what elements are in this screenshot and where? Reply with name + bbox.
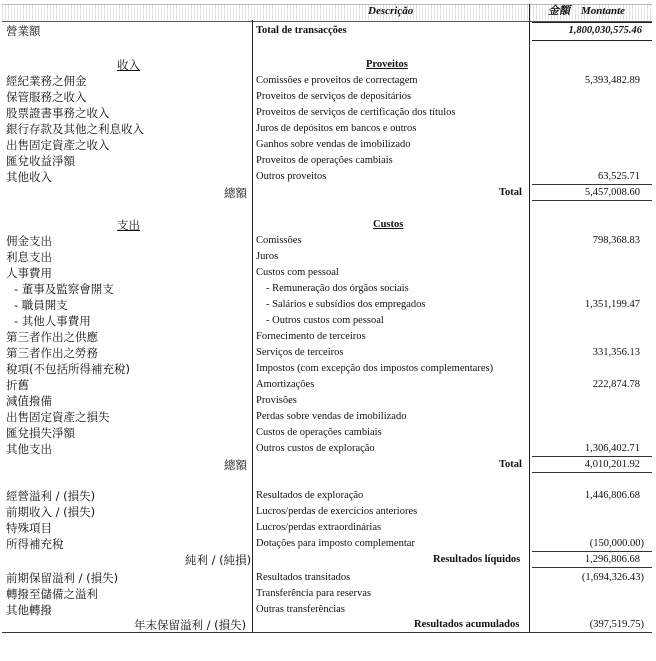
amount-header-pt: Montante xyxy=(581,5,626,17)
expense-item-pt: Custos com pessoal xyxy=(256,267,339,278)
expenses-total-amount: 4,010,201.92 xyxy=(584,459,640,470)
expense-item-zh: 其他支出 xyxy=(6,442,52,456)
result-item-zh: 所得補充稅 xyxy=(6,537,64,551)
income-item-zh: 其他收入 xyxy=(6,170,52,184)
retained-item-pt: Outras transferências xyxy=(256,604,345,615)
expense-item-amount: 798,368.83 xyxy=(592,235,640,246)
expenses-total-zh: 總額 xyxy=(224,458,247,472)
result-item-pt: Dotações para imposto complementar xyxy=(256,538,415,549)
expense-item-pt: Outros custos de exploração xyxy=(256,443,375,454)
income-item-pt: Comissões e proveitos de correctagem xyxy=(256,75,418,86)
income-total-amount: 5,457,008.60 xyxy=(584,187,640,198)
column-divider-left xyxy=(252,20,253,632)
expenses-title-zh: 支出 xyxy=(117,218,140,232)
income-item-pt: Proveitos de serviços de depositários xyxy=(256,91,412,102)
result-item-zh: 經營溢利 / (損失) xyxy=(6,489,96,503)
result-item-zh: 前期收入 / (損失) xyxy=(6,505,96,519)
expense-item-pt: Serviços de terceiros xyxy=(256,347,344,358)
expense-item-amount: 331,356.13 xyxy=(592,347,640,358)
income-total-rule xyxy=(532,184,652,185)
expense-item-pt: Juros xyxy=(256,251,279,262)
expenses-title-pt: Custos xyxy=(373,219,404,230)
expense-item-zh: 人事費用 xyxy=(6,266,52,280)
expense-item-pt: - Remuneração dos órgãos sociais xyxy=(266,283,409,294)
net-result-rule xyxy=(532,551,652,552)
expense-item-zh: 減值撥備 xyxy=(6,394,52,408)
turnover-amount: 1,800,030,575.46 xyxy=(568,25,642,36)
net-result-amount: 1,296,806.68 xyxy=(584,554,640,565)
net-result-zh: 純利 / (純損) xyxy=(185,553,252,567)
expense-item-amount: 222,874.78 xyxy=(592,379,640,390)
income-title-zh: 收入 xyxy=(117,58,140,72)
expense-item-pt: - Salários e subsídios dos empregados xyxy=(266,299,426,310)
expenses-total-bottom-rule xyxy=(532,472,652,473)
expense-item-zh: 折舊 xyxy=(6,378,29,392)
expense-item-zh: 稅項(不包括所得補充稅) xyxy=(6,362,130,376)
expense-item-pt: - Outros custos com pessoal xyxy=(266,315,384,326)
result-item-pt: Resultados de exploração xyxy=(256,490,364,501)
income-item-pt: Juros de depósitos em bancos e outros xyxy=(256,123,417,134)
income-item-zh: 出售固定資產之收入 xyxy=(6,138,110,152)
income-item-zh: 經紀業務之佣金 xyxy=(6,74,87,88)
expense-item-amount: 1,351,199.47 xyxy=(584,299,640,310)
expense-item-zh: 第三者作出之勞務 xyxy=(6,346,98,360)
income-item-pt: Ganhos sobre vendas de imobilizado xyxy=(256,139,411,150)
income-total-zh: 總額 xyxy=(224,186,247,200)
expense-item-zh: 第三者作出之供應 xyxy=(6,330,98,344)
final-retained-zh: 年末保留溢利 / (損失) xyxy=(134,618,247,632)
final-retained-pt: Resultados acumulados xyxy=(414,619,520,630)
income-item-zh: 銀行存款及其他之利息收入 xyxy=(6,122,144,136)
net-result-pt: Resultados líquidos xyxy=(433,554,521,565)
expense-item-zh: - 其他人事費用 xyxy=(14,314,91,328)
expense-item-pt: Amortizações xyxy=(256,379,315,390)
result-item-zh: 特殊項目 xyxy=(6,521,52,535)
retained-item-zh: 其他轉撥 xyxy=(6,603,52,617)
expense-item-zh: 出售固定資產之損失 xyxy=(6,410,110,424)
income-item-amount: 5,393,482.89 xyxy=(584,75,640,86)
retained-item-pt: Resultados transitados xyxy=(256,572,351,583)
result-item-amount: 1,446,806.68 xyxy=(584,490,640,501)
retained-item-pt: Transferência para reservas xyxy=(256,588,372,599)
final-retained-amount: (397,519.75) xyxy=(589,619,644,630)
retained-item-zh: 前期保留溢利 / (損失) xyxy=(6,571,119,585)
income-item-amount: 63,525.71 xyxy=(598,171,640,182)
expense-item-pt: Perdas sobre vendas de imobilizado xyxy=(256,411,407,422)
result-item-pt: Lucros/perdas extraordinárias xyxy=(256,522,382,533)
expense-item-pt: Impostos (com excepção dos impostos complementares) xyxy=(256,363,494,374)
expense-item-pt: Custos de operações cambiais xyxy=(256,427,382,438)
expense-item-amount: 1,306,402.71 xyxy=(584,443,640,454)
result-item-amount: (150,000.00) xyxy=(589,538,644,549)
income-total-pt: Total xyxy=(499,187,522,198)
expense-item-zh: - 職員開支 xyxy=(14,298,68,312)
table-bottom-border xyxy=(2,632,652,633)
retained-item-amount: (1,694,326.43) xyxy=(581,572,644,583)
expense-item-zh: 佣金支出 xyxy=(6,234,52,248)
income-item-zh: 保管服務之收入 xyxy=(6,90,87,104)
income-item-pt: Outros proveitos xyxy=(256,171,327,182)
turnover-label-zh: 營業額 xyxy=(6,24,41,38)
income-item-pt: Proveitos de operações cambiais xyxy=(256,155,393,166)
expenses-total-pt: Total xyxy=(499,459,522,470)
expense-item-zh: 匯兌損失淨額 xyxy=(6,426,75,440)
income-total-bottom-rule xyxy=(532,200,652,201)
expense-item-pt: Provisões xyxy=(256,395,297,406)
expense-item-pt: Fornecimento de terceiros xyxy=(256,331,366,342)
retained-item-zh: 轉撥至儲備之溢利 xyxy=(6,587,98,601)
net-result-bottom-rule xyxy=(532,567,652,568)
result-item-pt: Lucros/perdas de exercícios anteriores xyxy=(256,506,418,517)
expenses-total-rule xyxy=(532,456,652,457)
expense-item-zh: - 董事及監察會開支 xyxy=(14,282,114,296)
turnover-label-pt: Total de transacções xyxy=(256,25,347,36)
expense-item-zh: 利息支出 xyxy=(6,250,52,264)
income-item-zh: 股票證書事務之收入 xyxy=(6,106,110,120)
income-item-zh: 匯兌收益淨額 xyxy=(6,154,75,168)
column-divider-right xyxy=(529,4,530,632)
income-title-pt: Proveitos xyxy=(366,59,408,70)
amount-header-zh: 金額 xyxy=(548,5,570,17)
income-item-pt: Proveitos de serviços de certificação dos títulos xyxy=(256,107,456,118)
description-header: Descrição xyxy=(368,5,414,17)
expense-item-pt: Comissões xyxy=(256,235,302,246)
